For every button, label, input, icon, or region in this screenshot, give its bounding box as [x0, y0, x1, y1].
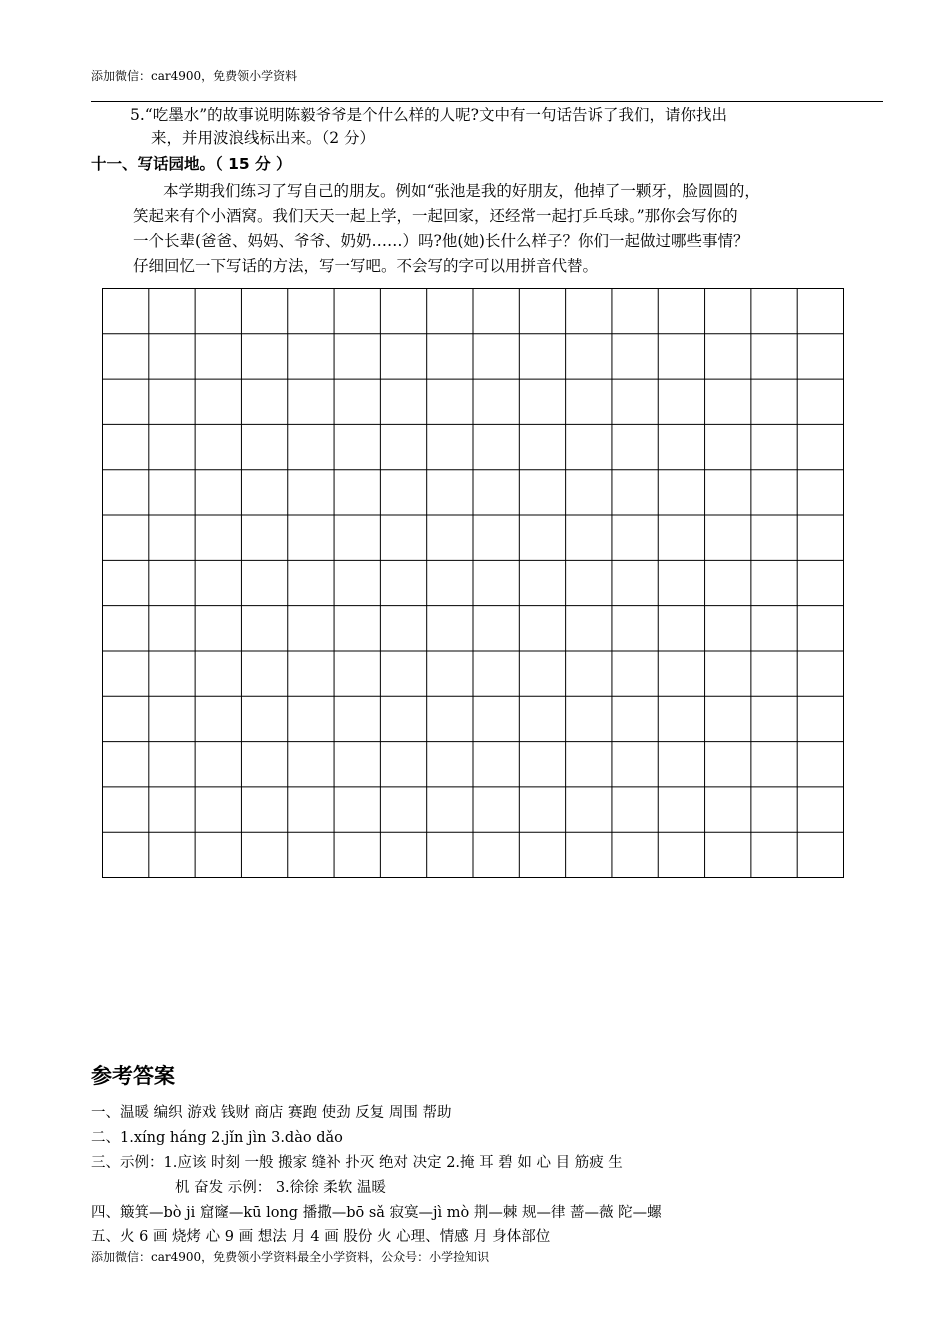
- prompt-line-3: 一个长辈(爸爸、妈妈、爷爷、奶奶……）吗?他(她)长什么样子？你们一起做过哪些事情？: [133, 232, 749, 250]
- prompt-line-1: 本学期我们练习了写自己的朋友。例如“张池是我的好朋友，他掉了一颗牙，脸圆圆的，: [163, 182, 760, 200]
- prompt-line-4: 仔细回忆一下写话的方法，写一写吧。不会写的字可以用拼音代替。: [133, 257, 599, 275]
- section-11-heading: 十一、写话园地。（ 15 分 ）: [91, 155, 292, 173]
- writing-grid[interactable]: [102, 288, 844, 878]
- answer-line-1: 一、温暖 编织 游戏 钱财 商店 赛跑 使劲 反复 周围 帮助: [91, 1105, 452, 1121]
- page-header: 添加微信：car4900，免费领小学资料: [91, 69, 298, 83]
- answer-line-4: 四、簸箕—bò ji 窟窿—kū long 播撒—bō sǎ 寂寞—jì mò 荆—棘 规—律 蔷—薇 陀—螺: [91, 1205, 662, 1221]
- header-divider: [91, 101, 883, 102]
- answer-line-2: 二、1.xíng háng 2.jǐn jìn 3.dào dǎo: [91, 1130, 343, 1146]
- question-5-line-2: 来，并用波浪线标出来。（2 分）: [151, 129, 376, 147]
- answer-line-3-cont: 机 奋发 示例： 3.徐徐 柔软 温暖: [175, 1180, 386, 1196]
- answer-line-5: 五、火 6 画 烧烤 心 9 画 想法 月 4 画 股份 火 心理、情感 月 身体部位: [91, 1229, 551, 1245]
- page-footer: 添加微信：car4900，免费领小学资料最全小学资料，公众号：小学捡知识: [91, 1250, 490, 1264]
- prompt-line-2: 笑起来有个小酒窝。我们天天一起上学，一起回家，还经常一起打乒乓球。”那你会写你的: [133, 207, 738, 225]
- answers-title: 参考答案: [91, 1064, 175, 1088]
- question-5-line-1: 5.“吃墨水”的故事说明陈毅爷爷是个什么样的人呢?文中有一句话告诉了我们，请你找出: [130, 106, 727, 124]
- answer-line-3: 三、示例：1.应该 时刻 一般 搬家 缝补 扑灭 绝对 决定 2.掩 耳 碧 如 心 目 筋疲 生: [91, 1155, 623, 1171]
